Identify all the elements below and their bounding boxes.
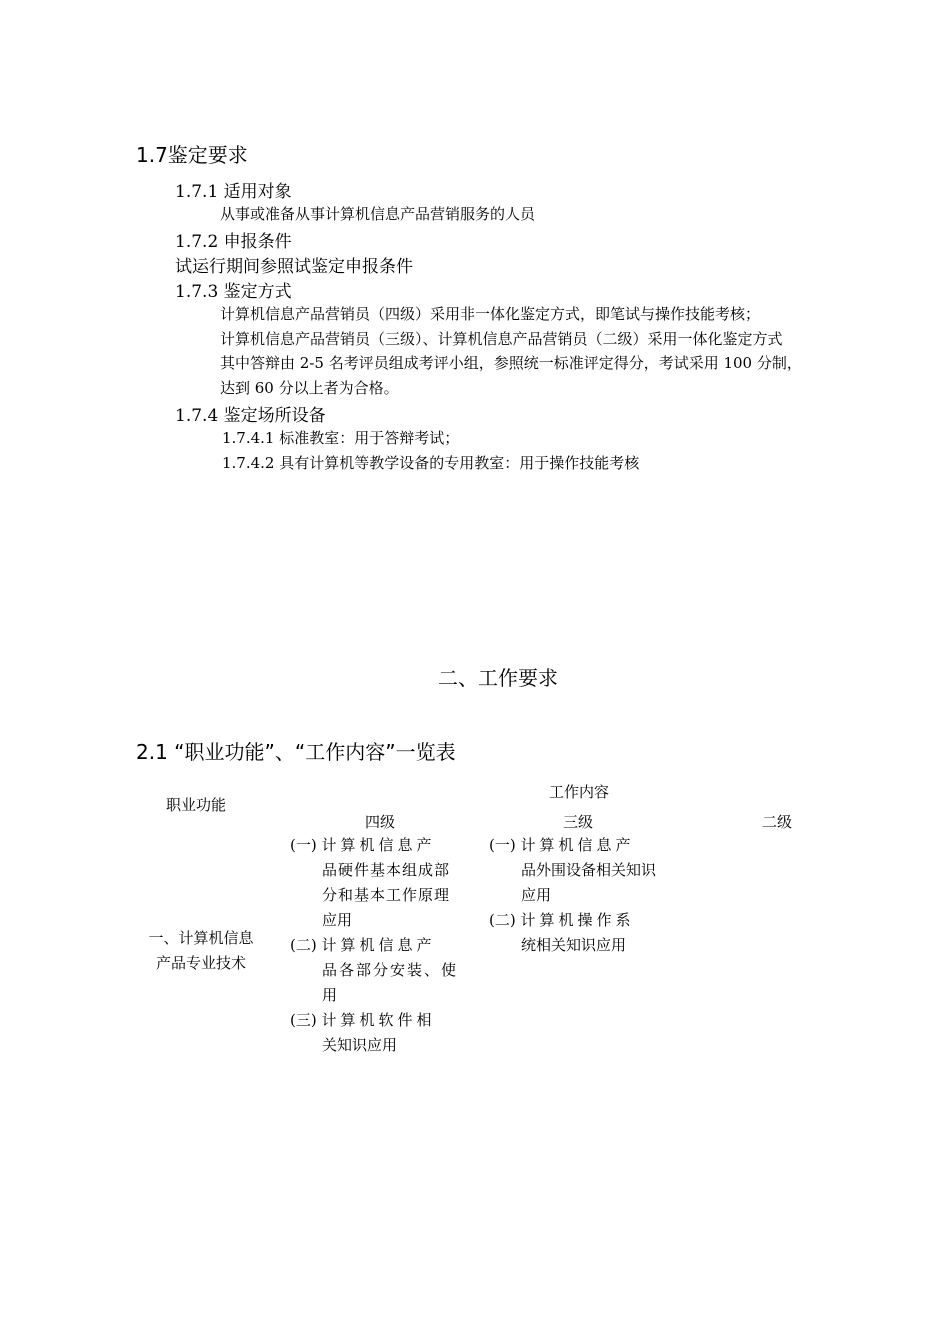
text-1-7-1: 从事或准备从事计算机信息产品营销服务的人员 bbox=[220, 205, 536, 223]
text-1-7-3-line4: 达到 60 分以上者为合格。 bbox=[220, 379, 399, 397]
function-1-line2: 产品专业技术 bbox=[155, 954, 246, 972]
l4-item2-label: (二) bbox=[290, 936, 317, 954]
text-1-7-3-line2: 计算机信息产品营销员（三级）、计算机信息产品营销员（二级）采用一体化鉴定方式 bbox=[220, 330, 783, 348]
section-title-2: 二、工作要求 bbox=[438, 666, 558, 690]
l4-item1-label: (一) bbox=[290, 836, 317, 854]
l3-item1-label: (一) bbox=[489, 836, 516, 854]
l4-item3-label: (三) bbox=[290, 1011, 317, 1029]
l4-item2-line1: 计算机信息产 bbox=[321, 936, 436, 954]
l4-item3-line1: 计算机软件相 bbox=[321, 1011, 436, 1029]
l4-item1-line2: 品硬件基本组成部 bbox=[322, 861, 451, 879]
table-header-level4: 四级 bbox=[364, 813, 395, 831]
text-1-7-3-line1: 计算机信息产品营销员（四级）采用非一体化鉴定方式，即笔试与操作技能考核； bbox=[220, 305, 761, 323]
l4-item3-line2: 关知识应用 bbox=[322, 1036, 398, 1054]
l4-item1-line3: 分和基本工作原理 bbox=[322, 886, 451, 904]
l4-item1-line1: 计算机信息产 bbox=[321, 836, 436, 854]
table-cell-level4 bbox=[290, 833, 470, 1058]
table-cell-level3 bbox=[489, 833, 669, 958]
table-header-level2: 二级 bbox=[761, 813, 792, 831]
l3-item2-line2: 统相关知识应用 bbox=[521, 936, 627, 954]
l3-item1-line2: 品外围设备相关知识 bbox=[521, 861, 657, 879]
l3-item2-line1: 计算机操作系 bbox=[520, 911, 635, 929]
text-1-7-2: 试运行期间参照试鉴定申报条件 bbox=[175, 257, 413, 277]
table-cell-function-1 bbox=[136, 926, 266, 976]
l4-item2-line2: 品各部分安装、使 bbox=[322, 961, 459, 979]
l3-item1-line3: 应用 bbox=[521, 886, 552, 904]
table-header-content: 工作内容 bbox=[548, 783, 609, 801]
l3-item1-line1: 计算机信息产 bbox=[520, 836, 635, 854]
text-1-7-4-1: 1.7.4.1 标准教室：用于答辩考试； bbox=[222, 429, 460, 447]
l4-item1-line4: 应用 bbox=[322, 911, 353, 929]
table-header-function: 职业功能 bbox=[166, 796, 227, 814]
table-header-level3: 三级 bbox=[562, 813, 593, 831]
subheading-1-7-1: 1.7.1 适用对象 bbox=[175, 182, 292, 202]
section-heading-2-1: 2.1 “职业功能”、“工作内容”一览表 bbox=[136, 740, 456, 764]
l3-item2-label: (二) bbox=[489, 911, 516, 929]
section-heading-1-7: 1.7鉴定要求 bbox=[136, 143, 248, 167]
subheading-1-7-3: 1.7.3 鉴定方式 bbox=[175, 282, 292, 302]
text-1-7-3-line3: 其中答辩由 2-5 名考评员组成考评小组，参照统一标准评定得分，考试采用 100 分制， bbox=[220, 354, 802, 372]
subheading-1-7-4: 1.7.4 鉴定场所设备 bbox=[175, 406, 326, 426]
l4-item2-line3: 用 bbox=[322, 986, 338, 1004]
function-1-line1: 一、计算机信息 bbox=[148, 929, 254, 947]
subheading-1-7-2: 1.7.2 申报条件 bbox=[175, 232, 292, 252]
text-1-7-4-2: 1.7.4.2 具有计算机等教学设备的专用教室：用于操作技能考核 bbox=[222, 454, 640, 472]
